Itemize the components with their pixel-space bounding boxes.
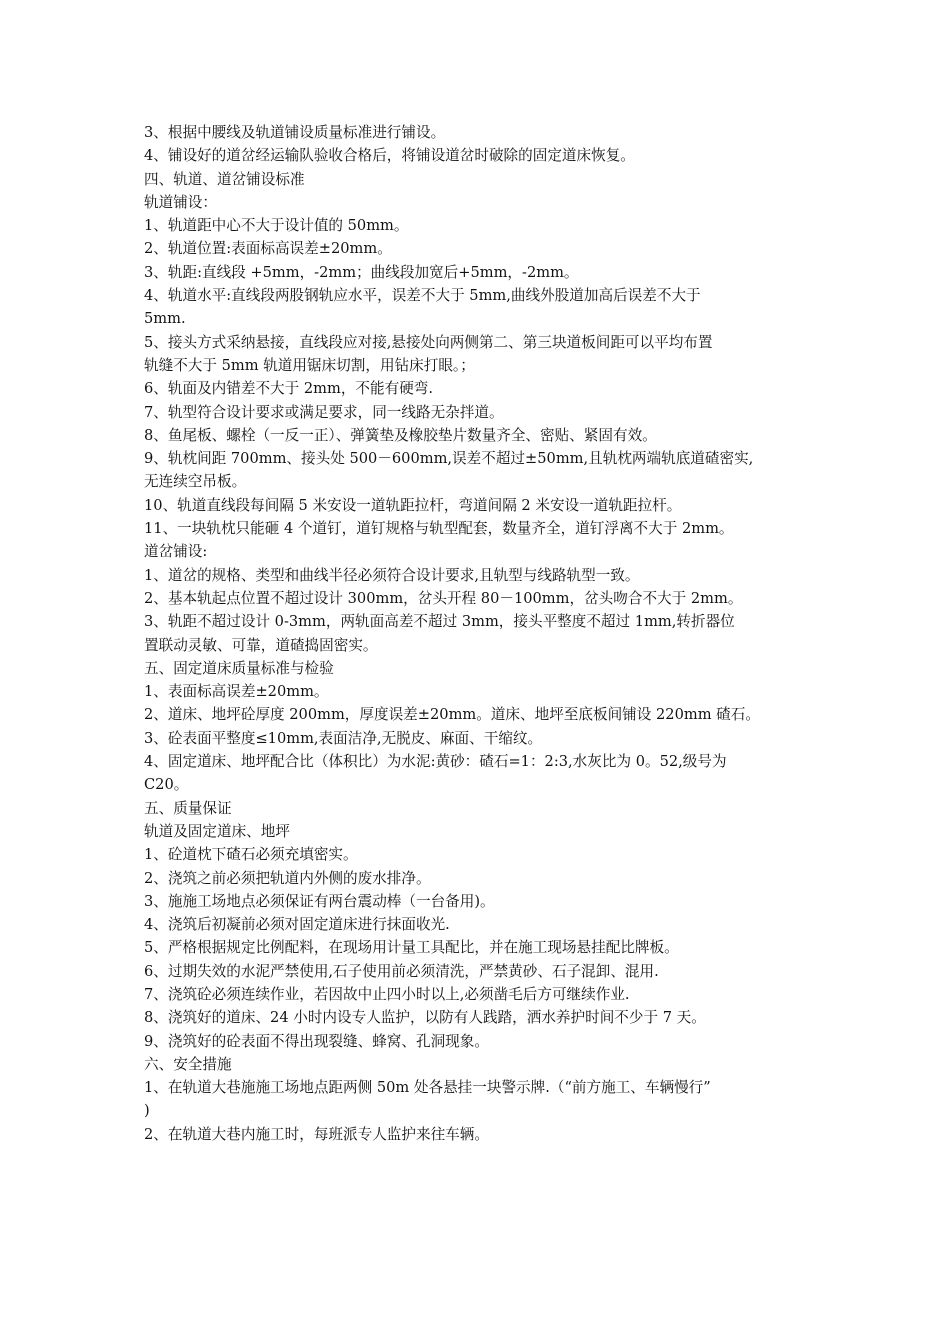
text-line: 6、轨面及内错差不大于 2mm，不能有硬弯. <box>144 380 434 398</box>
text-line: 5、接头方式采纳悬接，直线段应对接,悬接处向两侧第二、第三块道板间距可以平均布置 <box>144 333 713 351</box>
text-line: 1、道岔的规格、类型和曲线半径必须符合设计要求,且轨型与线路轨型一致。 <box>144 566 640 584</box>
text-line: 1、在轨道大巷施施工场地点距两侧 50m 处各悬挂一块警示牌.（“前方施工、车辆慢行” <box>144 1079 711 1097</box>
section-heading: 五、质量保证 <box>144 799 232 817</box>
text-line: ) <box>144 1102 150 1120</box>
text-line: 5、严格根据规定比例配料，在现场用计量工具配比，并在施工现场悬挂配比牌板。 <box>144 939 679 957</box>
text-line: 4、轨道水平:直线段两股钢轨应水平，误差不大于 5mm,曲线外股道加高后误差不大于 <box>144 287 701 305</box>
document-page <box>144 121 812 1146</box>
text-line: 4、固定道床、地坪配合比（体积比）为水泥:黄砂：碴石=1：2:3,水灰比为 0。52,级号为 <box>144 753 727 771</box>
text-line: 7、轨型符合设计要求或满足要求，同一线路无杂拌道。 <box>144 403 504 421</box>
subsection-heading: 轨道铺设： <box>144 193 217 211</box>
text-line: 2、浇筑之前必须把轨道内外侧的废水排净。 <box>144 869 431 887</box>
text-line: 8、鱼尾板、螺栓（一反一正）、弹簧垫及橡胶垫片数量齐全、密贴、紧固有效。 <box>144 426 657 444</box>
section-heading: 四、轨道、道岔铺设标准 <box>144 170 305 188</box>
text-line: 1、轨道距中心不大于设计值的 50mm。 <box>144 217 409 235</box>
text-line: 4、浇筑后初凝前必须对固定道床进行抹面收光. <box>144 916 450 934</box>
section-heading: 五、固定道床质量标准与检验 <box>144 659 334 677</box>
text-line: 1、砼道枕下碴石必须充填密实。 <box>144 846 358 864</box>
text-line: 10、轨道直线段每间隔 5 米安设一道轨距拉杆，弯道间隔 2 米安设一道轨距拉杆。 <box>144 496 682 514</box>
text-line: 3、施施工场地点必须保证有两台震动棒（一台备用)。 <box>144 892 495 910</box>
text-line: 8、浇筑好的道床、24 小时内设专人监护，以防有人践踏，洒水养护时间不少于 7 天。 <box>144 1009 706 1027</box>
text-line: 5mm. <box>144 310 186 328</box>
subsection-heading: 道岔铺设: <box>144 543 208 561</box>
text-line: 轨缝不大于 5mm 轨道用锯床切割，用钻床打眼。； <box>144 356 475 374</box>
text-line: 7、浇筑砼必须连续作业，若因故中止四小时以上,必须凿毛后方可继续作业. <box>144 985 630 1003</box>
section-heading: 六、安全措施 <box>144 1055 232 1073</box>
text-line: 6、过期失效的水泥严禁使用,石子使用前必须清洗，严禁黄砂、石子混卸、混用. <box>144 962 659 980</box>
text-line: 2、道床、地坪砼厚度 200mm，厚度误差±20mm。道床、地坪至底板间铺设 220mm 碴石。 <box>144 706 760 724</box>
text-line: 置联动灵敏、可靠，道碴捣固密实。 <box>144 636 378 654</box>
text-line: 3、砼表面平整度≤10mm,表面洁净,无脱皮、麻面、干缩纹。 <box>144 729 543 747</box>
text-line: 1、表面标高误差±20mm。 <box>144 683 329 701</box>
text-line: 2、基本轨起点位置不超过设计 300mm，岔头开程 80－100mm，岔头吻合不大于 2mm。 <box>144 589 743 607</box>
text-line: 4、铺设好的道岔经运输队验收合格后，将铺设道岔时破除的固定道床恢复。 <box>144 147 635 165</box>
text-line: 11、一块轨枕只能砸 4 个道钉，道钉规格与轨型配套，数量齐全，道钉浮离不大于 2mm。 <box>144 520 734 538</box>
text-line: 无连续空吊板。 <box>144 473 247 491</box>
text-line: 9、浇筑好的砼表面不得出现裂缝、蜂窝、孔洞现象。 <box>144 1032 489 1050</box>
text-line: 3、根据中腰线及轨道铺设质量标准进行铺设。 <box>144 124 446 141</box>
text-line: 9、轨枕间距 700mm、接头处 500－600mm,误差不超过±50mm,且轨枕两端轨底道碴密实, <box>144 450 754 468</box>
text-line: C20。 <box>144 776 189 794</box>
text-line: 3、轨距不超过设计 0-3mm，两轨面高差不超过 3mm，接头平整度不超过 1mm,转折器位 <box>144 613 735 631</box>
subsection-heading: 轨道及固定道床、地坪 <box>144 822 290 840</box>
text-line: 3、轨距:直线段 +5mm，-2mm；曲线段加宽后+5mm，-2mm。 <box>144 263 579 281</box>
text-line: 2、轨道位置:表面标高误差±20mm。 <box>144 240 392 258</box>
text-line: 2、在轨道大巷内施工时，每班派专人监护来往车辆。 <box>144 1125 489 1143</box>
